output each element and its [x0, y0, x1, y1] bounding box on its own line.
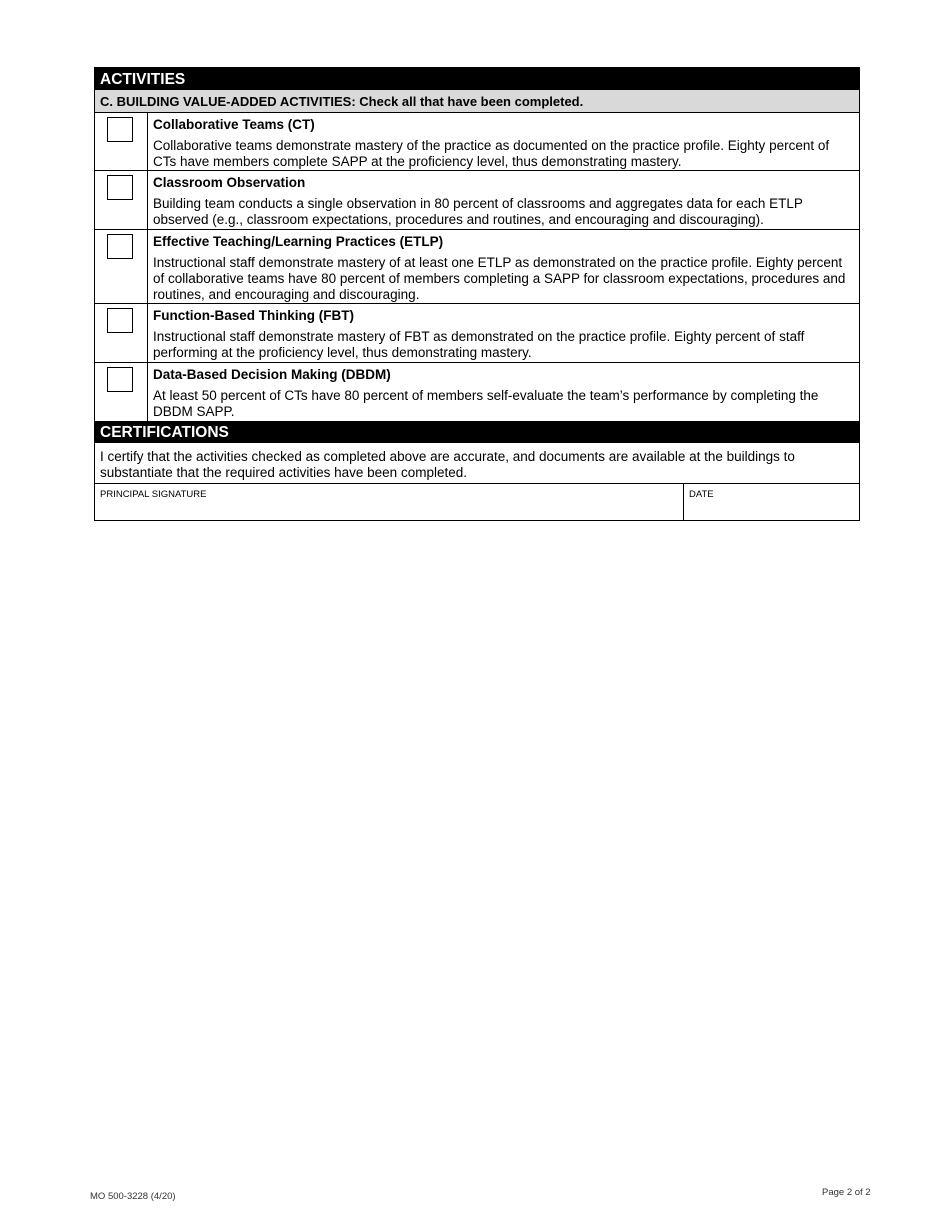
- checkbox-cell: [95, 230, 148, 303]
- activities-form: [94, 67, 860, 521]
- activity-checkbox-fbt[interactable]: [107, 308, 133, 333]
- checkbox-cell: [95, 363, 148, 421]
- activity-body: [148, 171, 859, 229]
- checkbox-cell: [95, 304, 148, 362]
- activity-description: Instructional staff demonstrate mastery of FBT as demonstrated on the practice profile. Eighty percent of staff performing at the proficiency level, thus demonstrating mastery.: [153, 329, 805, 360]
- date-field[interactable]: [684, 484, 859, 520]
- certification-statement: I certify that the activities checked as completed above are accurate, and documents are available at the buildings to substantiate that the required activities have been completed.: [95, 443, 859, 484]
- certifications-header: CERTIFICATIONS: [95, 421, 859, 443]
- signature-row: [95, 484, 859, 520]
- activity-description: At least 50 percent of CTs have 80 percent of members self-evaluate the team’s performance by completing the DBDM SAPP.: [153, 388, 819, 419]
- section-c-title: C. BUILDING VALUE-ADDED ACTIVITIES: Check all that have been completed.: [95, 90, 859, 113]
- page-number: Page 2 of 2: [822, 1187, 871, 1198]
- activity-row: [95, 113, 859, 171]
- checkbox-cell: [95, 113, 148, 170]
- form-number: MO 500-3228 (4/20): [90, 1191, 176, 1202]
- activity-body: [148, 363, 859, 421]
- principal-signature-label: PRINCIPAL SIGNATURE: [100, 489, 207, 500]
- activity-body: [148, 113, 859, 170]
- activity-body: [148, 304, 859, 362]
- activity-title: Collaborative Teams (CT): [153, 117, 315, 132]
- activity-description: Building team conducts a single observation in 80 percent of classrooms and aggregates data for each ETLP observed (e.g., classroom expectations, procedures and routines, and encouraging and discouraging).: [153, 196, 803, 227]
- activity-description: Collaborative teams demonstrate mastery of the practice as documented on the practice profile. Eighty percent of CTs have members complete SAPP at the proficiency level, thus demonstrating mastery.: [153, 138, 830, 169]
- activity-checkbox-ct[interactable]: [107, 117, 133, 142]
- principal-signature-field[interactable]: [95, 484, 684, 520]
- activity-row: [95, 230, 859, 304]
- checkbox-cell: [95, 171, 148, 229]
- activity-checkbox-dbdm[interactable]: [107, 367, 133, 392]
- date-label: DATE: [689, 489, 714, 500]
- activity-title: Data-Based Decision Making (DBDM): [153, 367, 391, 382]
- activity-row: [95, 171, 859, 230]
- activity-title: Classroom Observation: [153, 175, 306, 190]
- activity-checkbox-classroom-observation[interactable]: [107, 175, 133, 200]
- activity-row: [95, 304, 859, 363]
- activities-header: ACTIVITIES: [95, 68, 859, 90]
- activity-body: [148, 230, 859, 303]
- activity-title: Effective Teaching/Learning Practices (ETLP): [153, 234, 444, 249]
- activity-row: [95, 363, 859, 421]
- activity-checkbox-etlp[interactable]: [107, 234, 133, 259]
- activity-description: Instructional staff demonstrate mastery of at least one ETLP as demonstrated on the practice profile. Eighty percent of collaborative teams have 80 percent of members completing a SAPP for classroom expectations, procedures and routines, and encouraging and discouraging.: [153, 255, 846, 302]
- activity-title: Function-Based Thinking (FBT): [153, 308, 354, 323]
